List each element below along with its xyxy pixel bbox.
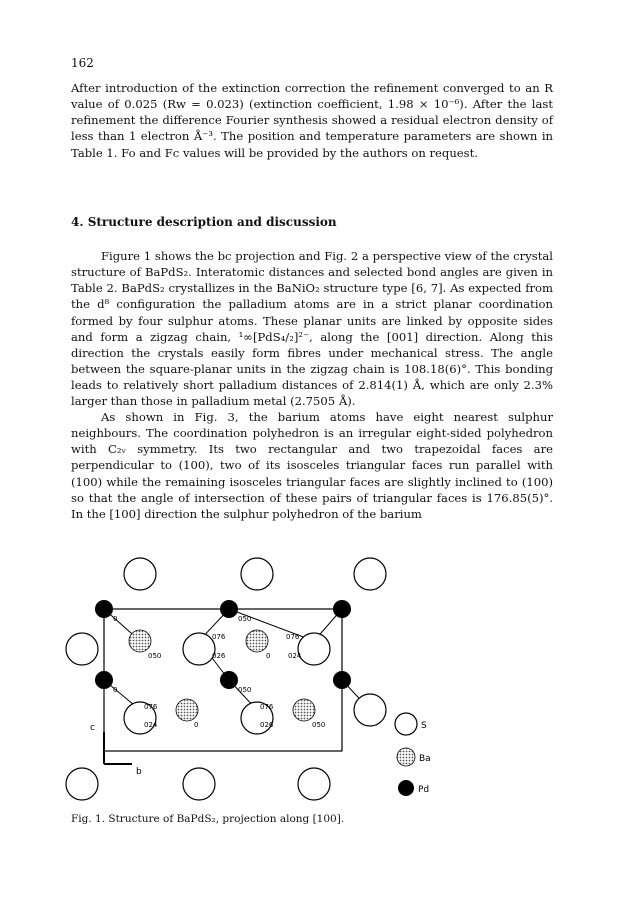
bonds	[104, 609, 370, 710]
legend-pd-label: Pd	[418, 785, 430, 795]
structure-figure	[60, 552, 480, 804]
pd-atom	[333, 600, 351, 618]
ba-label: 050	[312, 721, 326, 729]
structure-diagram	[60, 552, 480, 804]
s-label: 076	[260, 703, 274, 711]
ba-atom	[129, 630, 151, 652]
legend-pd-symbol	[398, 780, 414, 796]
figure-caption: Fig. 1. Structure of BaPdS₂, projection along [100].	[71, 813, 345, 825]
s-label: 024	[288, 652, 302, 660]
ba-atom	[293, 699, 315, 721]
paragraph-refinement	[71, 80, 553, 161]
ba-label: 0	[266, 652, 271, 660]
pd-label: 050	[238, 686, 252, 694]
legend-ba-label: Ba	[419, 754, 431, 764]
s-atom	[354, 558, 386, 590]
ba-label: 050	[148, 652, 162, 660]
s-label: 076	[144, 703, 158, 711]
pd-atom	[220, 671, 238, 689]
section-heading: 4. Structure description and discussion	[71, 215, 337, 229]
pd-atom	[95, 600, 113, 618]
legend-ba-symbol	[397, 748, 415, 766]
pd-atom	[95, 671, 113, 689]
s-label: 024	[144, 721, 158, 729]
s-atom	[298, 768, 330, 800]
pd-label: 0	[113, 686, 118, 694]
s-atom	[66, 768, 98, 800]
legend-s-symbol	[395, 713, 417, 735]
b-axis-label: b	[136, 767, 142, 777]
page-number: 162	[71, 56, 94, 70]
paragraph-barium	[71, 409, 553, 522]
s-atom	[124, 558, 156, 590]
s-label: 026	[212, 652, 226, 660]
paragraph-structure-text: Figure 1 shows the bc projection and Fig. 2 a perspective view of the crystal structure of BaPdS₂. Interatomic distances and selected bond angles are given in Table 2. BaPdS₂ crystallizes in the BaNiO₂ structure type [6, 7]. As expected from the d⁸ configuration the palladium atoms are in a strict planar coordination formed by four sulphur atoms. These planar units are linked by opposite sides and form a zigzag chain, ¹∞[PdS₄/₂]²⁻, along the [001] direction. Along this direction the crystals easily form fibres under mechanical stress. The angle between the square-planar units in the zigzag chain is 108.18(6)°. This bonding leads to relatively short palladium distances of 2.814(1) Å, which are only 2.3% larger than those in palladium metal (2.7505 Å).	[71, 249, 553, 409]
pd-label: 0	[113, 615, 118, 623]
pd-atom	[333, 671, 351, 689]
ba-atom	[176, 699, 198, 721]
s-atom	[66, 633, 98, 665]
paragraph-structure	[71, 248, 553, 410]
pd-label: 050	[238, 615, 252, 623]
s-atom	[354, 694, 386, 726]
s-label: 026	[260, 721, 274, 729]
s-atom	[183, 633, 215, 665]
s-atom	[298, 633, 330, 665]
s-label: 076	[212, 633, 226, 641]
s-atom	[183, 768, 215, 800]
c-axis-label: c	[90, 723, 95, 733]
legend	[395, 713, 431, 796]
paragraph-barium-text: As shown in Fig. 3, the barium atoms have eight nearest sulphur neighbours. The coordination polyhedron is an irregular eight-sided polyhedron with C₂ᵥ symmetry. Its two rectangular and two trapezoidal faces are perpendicular to (100), two of its isosceles triangular faces run parallel with (100) while the remaining isosceles triangular faces are slightly inclined to (100) so that the angle of intersection of these pairs of triangular faces is 176.85(5)°. In the [100] direction the sulphur polyhedron of the barium	[71, 410, 553, 521]
ba-atom	[246, 630, 268, 652]
pd-atom	[220, 600, 238, 618]
ba-label: 0	[194, 721, 199, 729]
s-atom	[241, 558, 273, 590]
paragraph-refinement-text: After introduction of the extinction correction the refinement converged to an R value of 0.025 (Rw = 0.023) (extinction coefficient, 1.98 × 10⁻⁶). After the last refinement the difference Fourier synthesis showed a residual electron density of less than 1 electron Å⁻³. The position and temperature parameters are shown in Table 1. Fo and Fc values will be provided by the authors on request.	[71, 81, 553, 160]
legend-s-label: S	[421, 721, 427, 731]
s-label: 076	[286, 633, 300, 641]
